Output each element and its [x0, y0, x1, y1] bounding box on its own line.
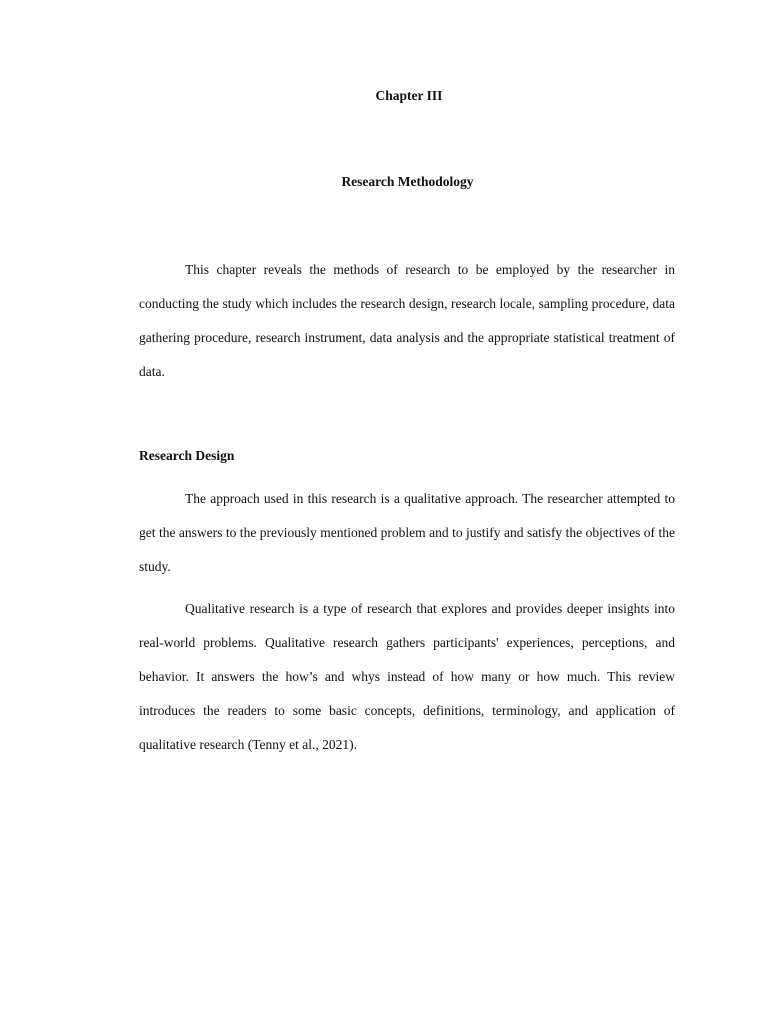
research-design-heading: Research Design: [139, 448, 235, 463]
design-paragraph-1: The approach used in this research is a qualitative approach. The researcher attempted to get the answers to the previously mentioned problem and to justify and satisfy the objectives of the study.: [139, 491, 675, 574]
intro-paragraph-block: [139, 253, 675, 389]
design-paragraph-2-block: [139, 592, 675, 762]
chapter-title: Chapter III: [375, 88, 443, 103]
design-paragraph-1-block: [139, 482, 675, 584]
section-title: Research Methodology: [341, 174, 474, 189]
intro-paragraph: This chapter reveals the methods of research to be employed by the researcher in conducting the study which includes the research design, research locale, sampling procedure, data gathering procedure, research instrument, data analysis and the appropriate statistical treatment of data.: [139, 262, 675, 379]
design-paragraph-2: Qualitative research is a type of research that explores and provides deeper insights into real-world problems. Qualitative research gathers participants' experiences, perceptions, and behavior. It answers the how’s and whys instead of how many or how much. This review introduces the readers to some basic concepts, definitions, terminology, and application of qualitative research (Tenny et al., 2021).: [139, 601, 675, 752]
